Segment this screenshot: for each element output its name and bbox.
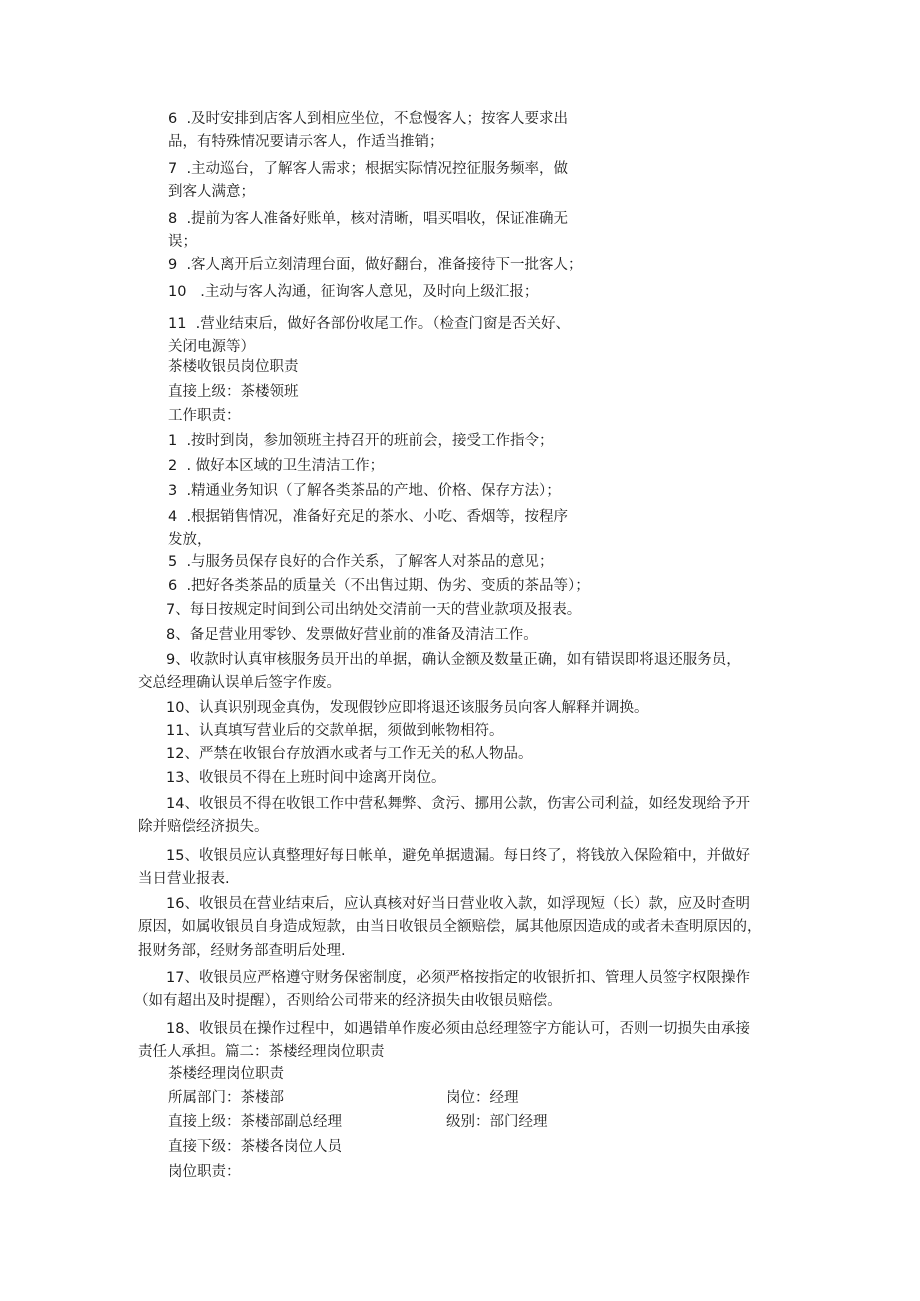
duty-line: 11 .营业结束后，做好各部份收尾工作。（检查门窗是否关好、: [168, 316, 571, 332]
cashier-item-18-cont: 责任人承担。篇二：茶楼经理岗位职责: [138, 1044, 385, 1060]
manager-subordinate: 直接下级：茶楼各岗位人员: [168, 1139, 342, 1155]
cashier-duties-heading: 工作职责：: [168, 408, 241, 424]
cashier-item-2: 2 . 做好本区域的卫生清洁工作；: [168, 458, 385, 474]
duty-item-7: [168, 158, 568, 204]
cashier-item-11: 11、认真填写营业后的交款单据，须做到帐物相符。: [166, 723, 504, 739]
cashier-item-9-cont: 交总经理确认误单后签字作废。: [138, 675, 341, 691]
duty-item-11: [168, 313, 570, 359]
cashier-item-8: 8、备足营业用零钞、发票做好营业前的准备及清洁工作。: [166, 627, 538, 643]
cashier-item-3: 3 .精通业务知识（了解各类茶品的产地、价格、保存方法）；: [168, 483, 561, 499]
duty-line: 8 .提前为客人准备好账单，核对清晰，唱买唱收，保证准确无: [168, 211, 569, 227]
cashier-item-15-cont: 当日营业报表.: [138, 871, 230, 887]
cashier-item-18: 18、收银员在操作过程中，如遇错单作废必须由总经理签字方能认可，否则一切损失由承接: [166, 1021, 750, 1037]
cashier-item-17-cont: （如有超出及时提醒），否则给公司带来的经济损失由收银员赔偿。: [134, 993, 562, 1009]
manager-department: 所属部门：茶楼部: [168, 1090, 284, 1106]
duty-item-8: [168, 208, 568, 254]
cashier-item-7: 7、每日按规定时间到公司出纳处交清前一天的营业款项及报表。: [166, 602, 582, 618]
cashier-item-10: 10、认真识别现金真伪，发现假钞应即将退还该服务员向客人解释并调换。: [166, 700, 649, 716]
duty-line: 发放，: [168, 532, 212, 548]
manager-level: 级别：部门经理: [446, 1114, 548, 1130]
duty-line: 关闭电源等）: [168, 339, 255, 355]
cashier-item-12: 12、严禁在收银台存放酒水或者与工作无关的私人物品。: [166, 746, 533, 762]
duty-item-10: 10 .主动与客人沟通，征询客人意见，及时向上级汇报；: [168, 284, 539, 300]
duty-item-6: [168, 108, 568, 154]
duty-line: 4 .根据销售情况，准备好充足的茶水、小吃、香烟等，按程序: [168, 509, 569, 525]
cashier-item-14-cont: 除并赔偿经济损失。: [138, 819, 269, 835]
cashier-item-13: 13、收银员不得在上班时间中途离开岗位。: [166, 770, 446, 786]
cashier-item-16: 16、收银员在营业结束后，应认真核对好当日营业收入款，如浮现短（长）款，应及时查明: [166, 896, 750, 912]
duty-line: 7 .主动巡台，了解客人需求；根据实际情况控征服务频率，做: [168, 161, 569, 177]
cashier-item-5: 5 .与服务员保存良好的合作关系，了解客人对茶品的意见；: [168, 554, 554, 570]
manager-title: 茶楼经理岗位职责: [168, 1066, 284, 1082]
duty-line: 误；: [168, 234, 197, 250]
cashier-item-17: 17、收银员应严格遵守财务保密制度，必须严格按指定的收银折扣、管理人员签字权限操作: [166, 970, 750, 986]
duty-line: 到客人满意；: [168, 184, 255, 200]
duty-line: 6 .及时安排到店客人到相应坐位，不怠慢客人；按客人要求出: [168, 111, 569, 127]
cashier-superior: 直接上级：茶楼领班: [168, 384, 299, 400]
duty-line: 品，有特殊情况要请示客人，作适当推销；: [168, 134, 444, 150]
cashier-item-1: 1 .按时到岗，参加领班主持召开的班前会，接受工作指令；: [168, 433, 554, 449]
cashier-item-16-cont: 报财务部，经财务部查明后处理.: [138, 943, 346, 959]
cashier-title: 茶楼收银员岗位职责: [168, 359, 299, 375]
cashier-item-4: [168, 506, 568, 552]
manager-duties-heading: 岗位职责：: [168, 1164, 241, 1180]
cashier-item-14: 14、收银员不得在收银工作中营私舞弊、贪污、挪用公款，伤害公司利益，如经发现给予开: [166, 796, 750, 812]
cashier-item-9: 9、收款时认真审核服务员开出的单据，确认金额及数量正确，如有错误即将退还服务员，: [166, 652, 741, 668]
cashier-item-16-cont: 原因，如属收银员自身造成短款，由当日收银员全额赔偿，属其他原因造成的或者未查明原因的，: [138, 919, 762, 935]
duty-item-9: 9 .客人离开后立刻清理台面，做好翻台，准备接待下一批客人；: [168, 257, 583, 273]
manager-superior: 直接上级：茶楼部副总经理: [168, 1114, 342, 1130]
cashier-item-6: 6 .把好各类茶品的质量关（不出售过期、伪劣、变质的茶品等）；: [168, 578, 590, 594]
cashier-item-15: 15、收银员应认真整理好每日帐单，避免单据遗漏。每日终了，将钱放入保险箱中，并做好: [166, 848, 750, 864]
manager-position: 岗位：经理: [446, 1090, 519, 1106]
